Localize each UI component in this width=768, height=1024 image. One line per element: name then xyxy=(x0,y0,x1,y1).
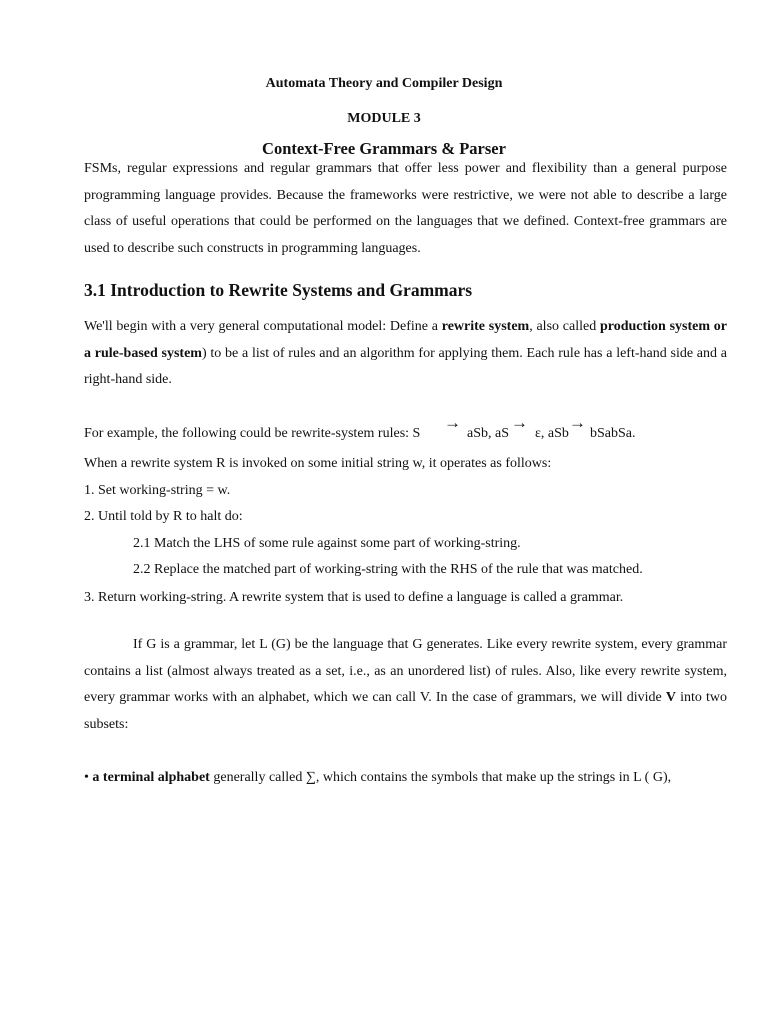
bullet-icon: • xyxy=(84,770,89,785)
intro-paragraph: FSMs, regular expressions and regular grammars that offer less power and flexibility than a general purpose programming language provides. Because the frameworks were restrictive, we were not able to describe a large class of useful operations that could be performed on the languages that we defined. Context-free grammars are used to describe such constructs in programming languages. xyxy=(84,161,727,256)
course-title: Automata Theory and Compiler Design xyxy=(265,76,503,91)
grammar-paragraph xyxy=(84,632,727,738)
bold-symbol-v: V xyxy=(665,690,676,705)
bold-term-terminal-alphabet: a terminal alphabet xyxy=(92,770,210,785)
text-run: , also called xyxy=(529,319,600,334)
arrow-icon: → xyxy=(569,413,586,432)
step-3: 3. Return working-string. A rewrite system that is used to define a language is called a grammar. xyxy=(84,590,624,605)
text-run: ) to be a list of rules and an algorithm for applying them. Each rule has a left-hand side and a right-hand side. xyxy=(84,345,728,387)
module-label: MODULE 3 xyxy=(347,111,421,126)
bold-term-rewrite-system: rewrite system xyxy=(441,319,530,334)
step-2-1: 2.1 Match the LHS of some rule against some part of working-string. xyxy=(133,536,521,551)
arrow-icon: → xyxy=(444,413,461,432)
section-heading: 3.1 Introduction to Rewrite Systems and Grammars xyxy=(84,280,473,300)
arrow-icon: → xyxy=(511,413,528,432)
text-run: generally called ∑, which contains the symbols that make up the strings in L ( G), xyxy=(209,770,672,785)
text-run: If G is a grammar, let L (G) be the language that G generates. Like every rewrite system, every grammar contains a list (almost always treated as a set, i.e., as an unordered list) of rules. Also, like every rewrite system, every grammar works with an alphabet, which we can call V. In the case of grammars, we will divide xyxy=(84,637,727,705)
step-2-2: 2.2 Replace the matched part of working-string with the RHS of the rule that was matched. xyxy=(133,562,643,577)
bold-term-production-system: production system or a rule-based system xyxy=(84,319,727,361)
example-lead: For example, the following could be rewrite-system rules: S xyxy=(84,426,421,441)
invoke-line: When a rewrite system R is invoked on some initial string w, it operates as follows: xyxy=(84,456,552,471)
text-run: into two subsets: xyxy=(84,690,728,732)
rewrite-system-paragraph xyxy=(84,314,727,394)
text-run: We'll begin with a very general computational model: Define a xyxy=(84,319,442,334)
example-rule-1: aSb, aS xyxy=(467,426,509,441)
example-rule-3: bSabSa. xyxy=(590,426,636,441)
chapter-title: Context-Free Grammars & Parser xyxy=(262,139,506,158)
step-2: 2. Until told by R to halt do: xyxy=(84,509,243,524)
step-1: 1. Set working-string = w. xyxy=(84,483,231,498)
example-rule-2: ε, aSb xyxy=(535,426,569,441)
bullet-terminal-alphabet xyxy=(84,770,671,786)
